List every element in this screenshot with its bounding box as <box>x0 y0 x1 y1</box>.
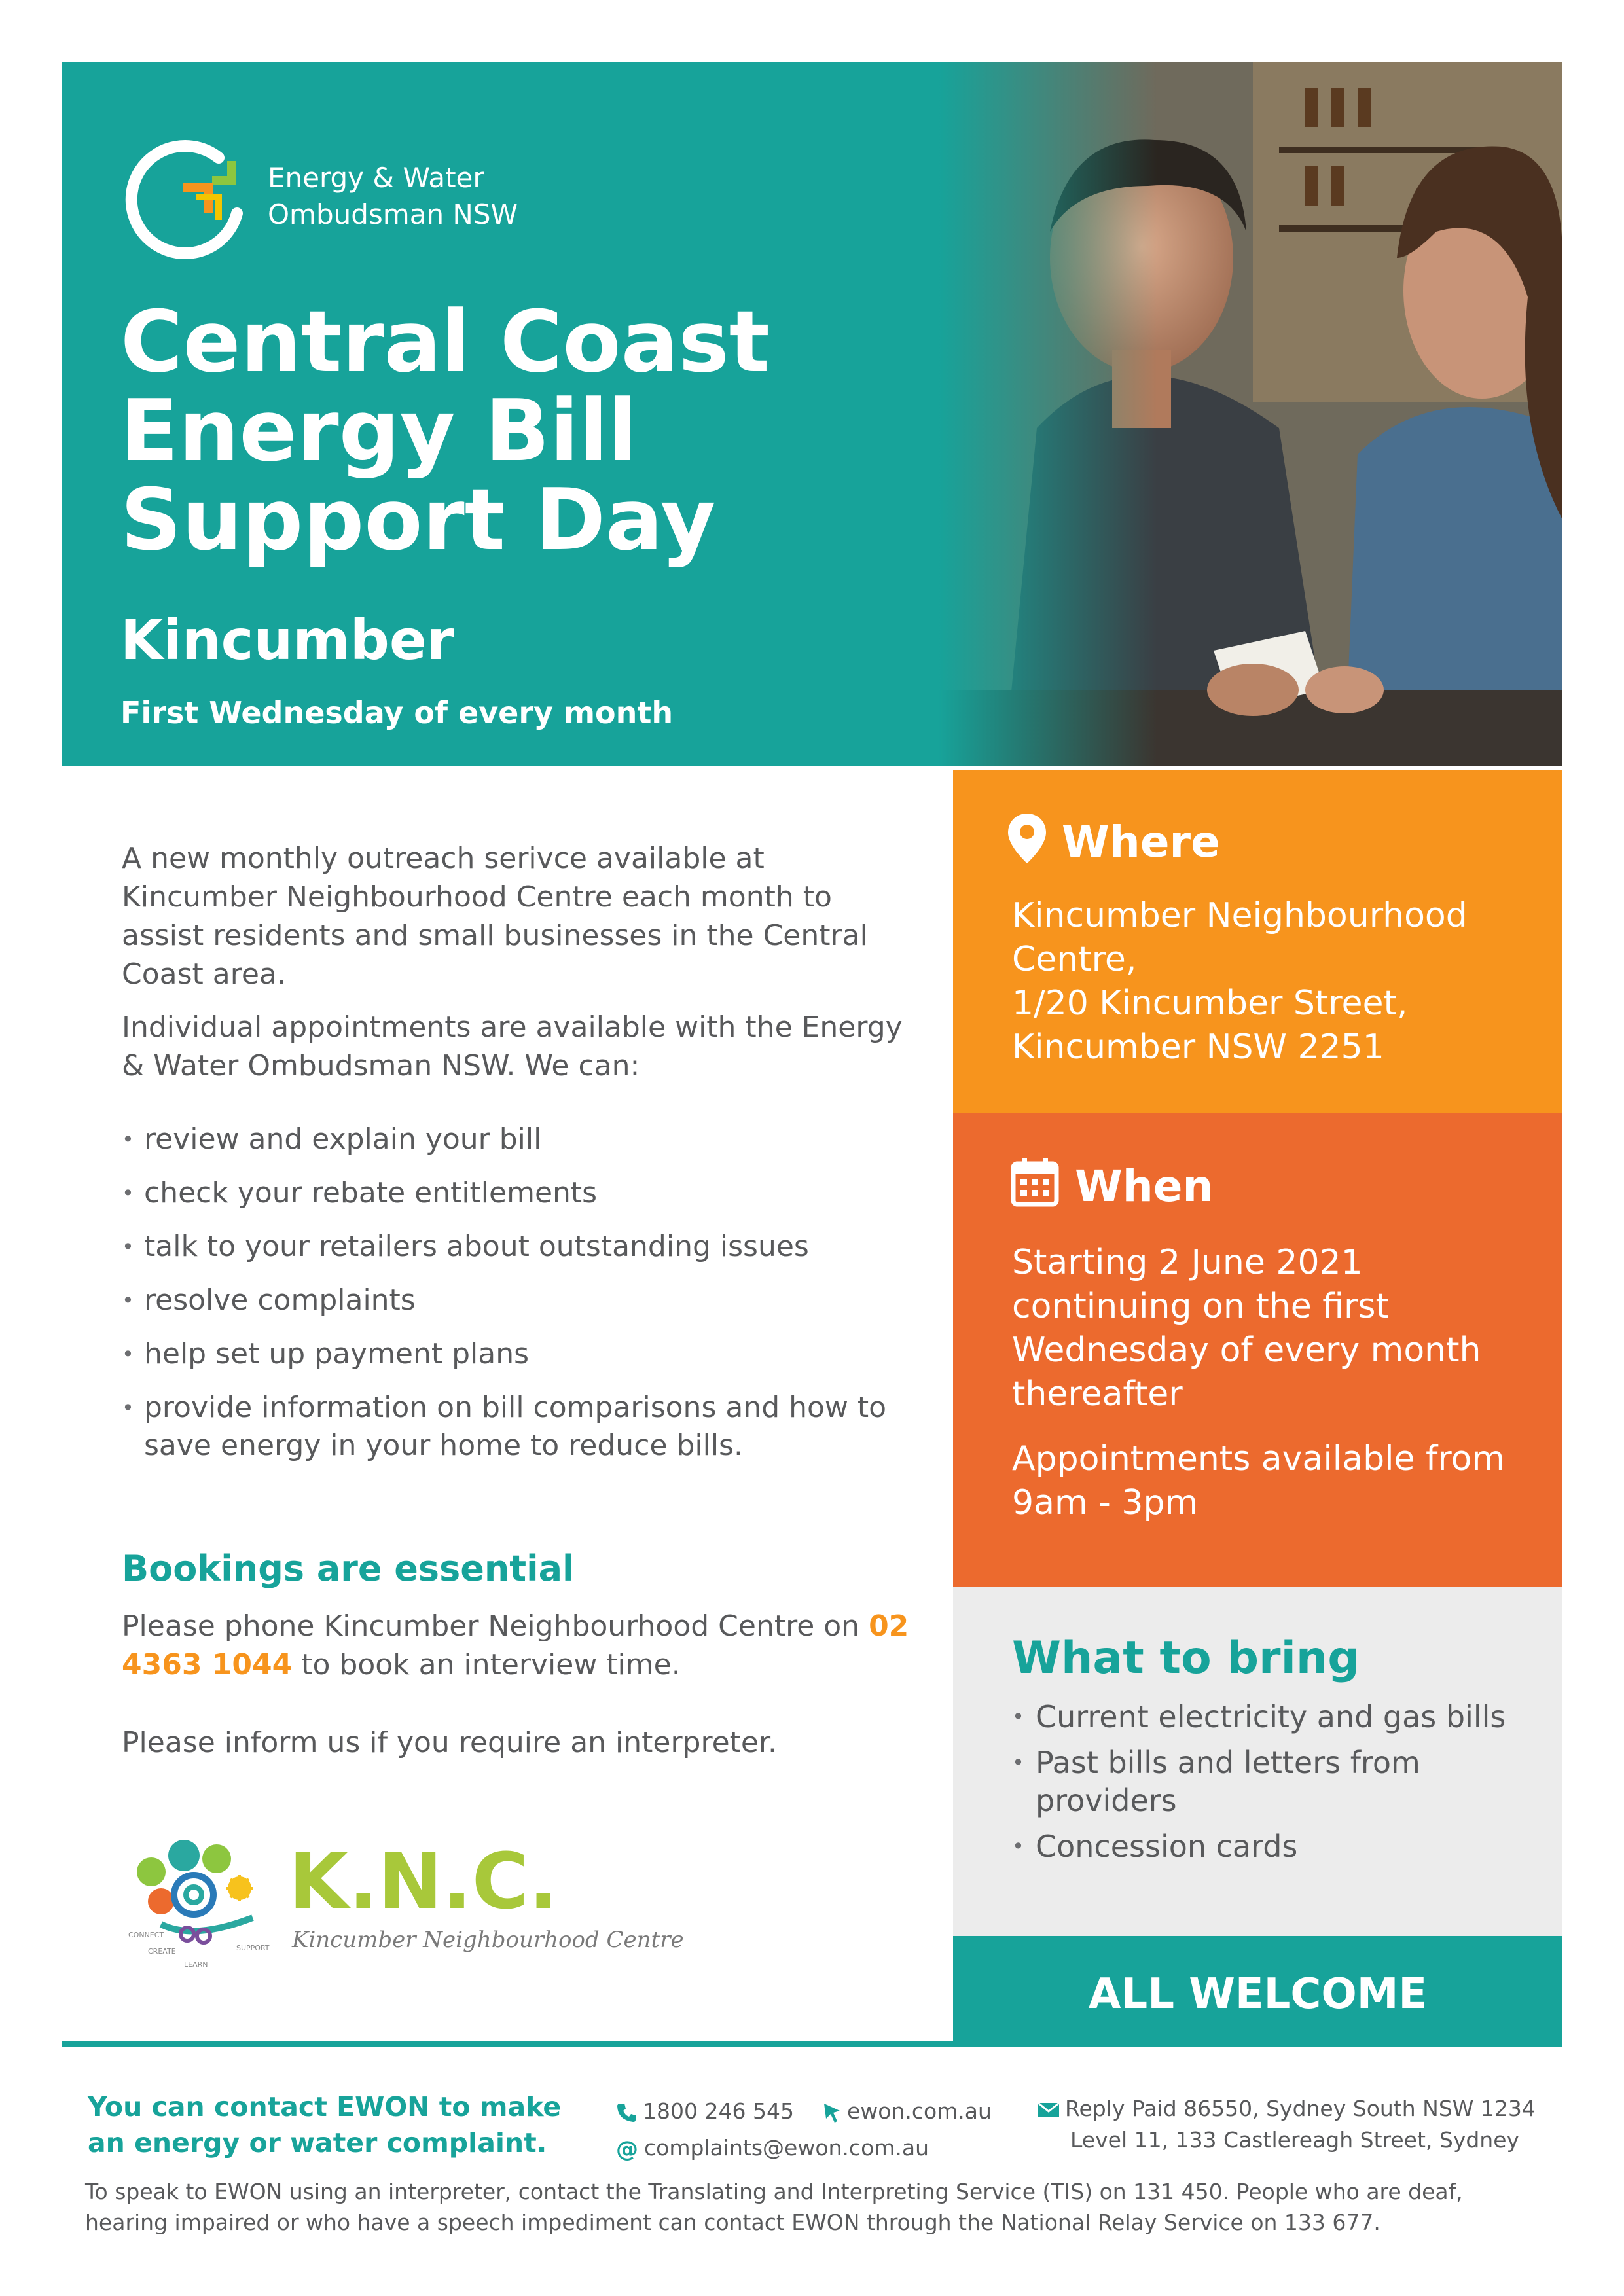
bookings-text-before: Please phone Kincumber Neighbourhood Centre on <box>122 1609 869 1643</box>
ewon-logo-icon <box>120 135 251 266</box>
page-title-line2: Energy Bill <box>120 381 638 480</box>
services-list <box>122 1121 907 1480</box>
email-icon <box>615 2138 639 2161</box>
where-line3: 1/20 Kincumber Street, <box>1012 984 1408 1023</box>
knc-full-name: Kincumber Neighbourhood Centre <box>292 1927 684 1953</box>
when-paragraph-2: Appointments available from 9am - 3pm <box>1012 1439 1506 1522</box>
where-title: Where <box>1062 817 1220 867</box>
list-item: • talk to your retailers about outstanding issues <box>122 1228 907 1266</box>
where-address <box>1012 894 1542 1069</box>
list-item: • provide information on bill comparisons and how to save energy in your home to reduce bills. <box>122 1389 907 1465</box>
footer-email-link[interactable]: complaints@ewon.com.au <box>644 2135 929 2161</box>
footer-tagline <box>88 2089 561 2161</box>
where-line4: Kincumber NSW 2251 <box>1012 1028 1384 1067</box>
intro-text <box>122 839 907 1100</box>
bring-title: What to bring <box>1012 1632 1360 1684</box>
knc-word-create: CREATE <box>148 1947 176 1956</box>
booking-phone-link[interactable]: 02 4363 1044 <box>122 1609 909 1681</box>
footer-address <box>1038 2093 1536 2156</box>
schedule-subheading: First Wednesday of every month <box>120 695 674 730</box>
org-name-line2: Ombudsman NSW <box>268 198 518 230</box>
footer-phone[interactable]: 1800 246 545 <box>643 2098 794 2124</box>
interpreter-note: Please inform us if you require an interpreter. <box>122 1726 778 1759</box>
footer-address-line1: Reply Paid 86550, Sydney South NSW 1234 <box>1065 2096 1536 2121</box>
when-panel <box>953 1113 1562 1587</box>
where-panel <box>953 770 1562 1113</box>
cursor-icon <box>822 2102 842 2124</box>
bookings-text-after: to book an interview time. <box>292 1648 681 1681</box>
bring-panel <box>953 1587 1562 1936</box>
knc-word-support: SUPPORT <box>236 1944 270 1952</box>
footer-website-link[interactable]: ewon.com.au <box>846 2098 992 2124</box>
knc-emblem-icon <box>137 1840 253 1943</box>
knc-letters: K.N.C. <box>289 1836 558 1926</box>
bookings-heading: Bookings are essential <box>122 1548 575 1589</box>
knc-logo <box>122 1826 684 1990</box>
list-item: • Current electricity and gas bills <box>1012 1698 1536 1736</box>
list-item: • Concession cards <box>1012 1827 1536 1865</box>
footer-tagline-line1: You can contact EWON to make <box>88 2091 562 2123</box>
footer-divider <box>62 2041 1562 2047</box>
footer-contacts <box>615 2093 992 2166</box>
org-name <box>268 160 518 233</box>
bookings-text <box>122 1607 927 1684</box>
where-line2: Centre, <box>1012 940 1137 979</box>
when-title: When <box>1075 1161 1214 1211</box>
header-photo <box>939 62 1562 766</box>
intro-paragraph-1: A new monthly outreach serivce available at Kincumber Neighbourhood Centre each month to assist residents and small businesses in the Central Coast area. <box>122 842 868 991</box>
list-item: • help set up payment plans <box>122 1335 907 1373</box>
envelope-icon <box>1038 2102 1060 2119</box>
page-title-line1: Central Coast <box>120 292 770 391</box>
page-title-line3: Support Day <box>120 470 716 569</box>
org-name-line1: Energy & Water <box>268 162 484 194</box>
where-line1: Kincumber Neighbourhood <box>1012 896 1468 935</box>
knc-word-learn: LEARN <box>184 1960 208 1969</box>
intro-paragraph-2: Individual appointments are available with the Energy & Water Ombudsman NSW. We can: <box>122 1011 903 1083</box>
page-title <box>120 292 971 569</box>
knc-word-connect: CONNECT <box>128 1931 164 1939</box>
phone-icon <box>615 2102 638 2124</box>
footer-disclaimer: To speak to EWON using an interpreter, contact the Translating and Interpreting Service (TIS) on 131 450. People who are deaf, hearing impaired or who have a speech impediment can contact EWON through the National Relay Service on 133 677. <box>85 2179 1463 2235</box>
calendar-icon <box>1011 1157 1059 1207</box>
list-item: • Past bills and letters from providers <box>1012 1744 1536 1820</box>
welcome-banner <box>953 1936 1562 2045</box>
location-pin-icon <box>1007 812 1047 865</box>
svg-text:@: @ <box>616 2136 638 2162</box>
list-item: • resolve complaints <box>122 1282 907 1319</box>
list-item: • review and explain your bill <box>122 1121 907 1158</box>
welcome-text: ALL WELCOME <box>1088 1970 1428 2018</box>
bring-list <box>1012 1698 1536 1873</box>
footer-address-line2: Level 11, 133 Castlereagh Street, Sydney <box>1070 2127 1520 2153</box>
location-heading: Kincumber <box>120 608 454 672</box>
header-banner <box>62 62 1562 766</box>
when-paragraph-1: Starting 2 June 2021 continuing on the first Wednesday of every month thereafter <box>1012 1243 1481 1414</box>
footer-tagline-line2: an energy or water complaint. <box>88 2127 547 2159</box>
list-item: • check your rebate entitlements <box>122 1174 907 1212</box>
